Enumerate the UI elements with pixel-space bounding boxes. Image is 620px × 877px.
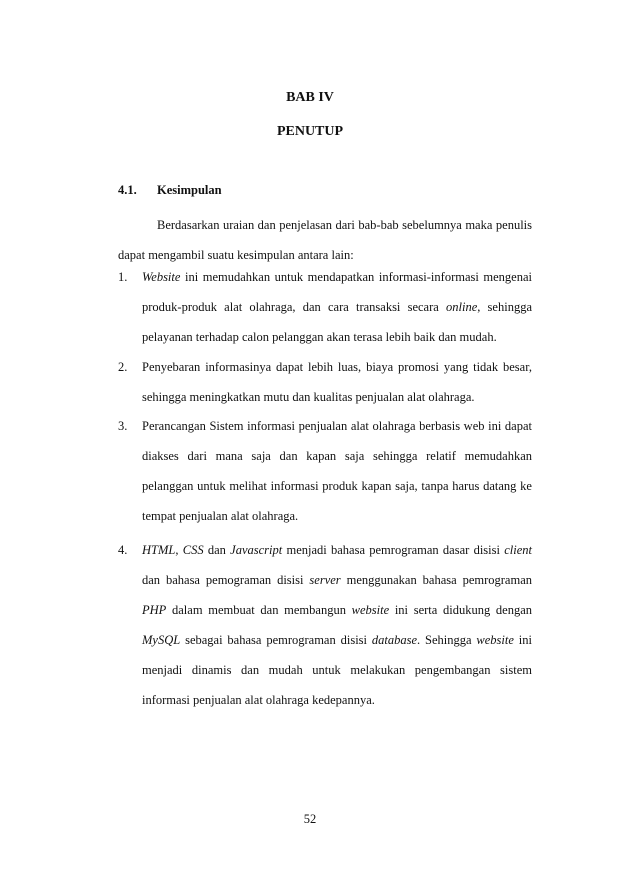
section-title: Kesimpulan: [157, 183, 222, 197]
italic-term: server: [309, 573, 341, 587]
list-item-number: 2.: [118, 360, 128, 374]
text-run: menjadi bahasa pemrograman dasar disisi: [282, 543, 505, 557]
italic-term: client: [504, 543, 532, 557]
text-run: Penyebaran informasinya dapat lebih luas, biaya promosi yang tidak besar, sehingga meningkatkan mutu dan kualitas penjualan alat olahraga.: [142, 360, 532, 404]
section-number: 4.1.: [118, 183, 137, 197]
italic-term: database: [371, 633, 418, 647]
list-item-text: [142, 352, 532, 412]
chapter-heading: BAB IV: [286, 90, 334, 105]
text-run: . Sehingga: [417, 633, 477, 647]
list-item-number: 4.: [118, 543, 128, 557]
text-run: menggunakan bahasa pemrograman: [340, 573, 532, 587]
italic-term: online: [446, 300, 478, 314]
text-run: ini serta didukung dengan: [389, 603, 532, 617]
text-run: ini menjadi dinamis dan mudah untuk melakukan pengembangan sistem informasi penjualan alat olahraga kedepannya.: [142, 633, 532, 707]
text-run: ini memudahkan untuk mendapatkan informasi-informasi mengenai produk-produk alat olahraga, dan cara transaksi secara: [142, 270, 532, 314]
text-run: ,: [175, 543, 183, 557]
italic-term: Javascript: [230, 543, 283, 557]
italic-term: PHP: [142, 603, 167, 617]
italic-term: CSS: [182, 543, 204, 557]
italic-term: Website: [142, 270, 181, 284]
chapter-title: PENUTUP: [276, 124, 344, 139]
text-run: dan bahasa pemograman disisi: [142, 573, 310, 587]
list-item-text: [142, 535, 532, 715]
italic-term: website: [351, 603, 390, 617]
text-run: sebagai bahasa pemrograman disisi: [180, 633, 372, 647]
italic-term: HTML: [142, 543, 176, 557]
list-item-text: [142, 411, 532, 531]
italic-term: website: [476, 633, 514, 647]
italic-term: MySQL: [142, 633, 181, 647]
intro-paragraph: Berdasarkan uraian dan penjelasan dari bab-bab sebelumnya maka penulis dapat mengambil suatu kesimpulan antara lain:: [118, 218, 532, 262]
page-number: 52: [303, 812, 317, 826]
list-item-text: [142, 262, 532, 352]
text-run: dalam membuat dan membangun: [166, 603, 352, 617]
text-run: Perancangan Sistem informasi penjualan alat olahraga berbasis web ini dapat diakses dari mana saja dan kapan saja sehingga relatif memudahkan pelanggan untuk melihat informasi produk kapan saja, tanpa harus datang ke tempat penjualan alat olahraga.: [142, 419, 532, 523]
list-item-number: 1.: [118, 270, 128, 284]
list-item-number: 3.: [118, 419, 128, 433]
text-run: dan: [203, 543, 231, 557]
text-run: , sehingga pelayanan terhadap calon pelanggan akan terasa lebih baik dan mudah.: [142, 300, 532, 344]
